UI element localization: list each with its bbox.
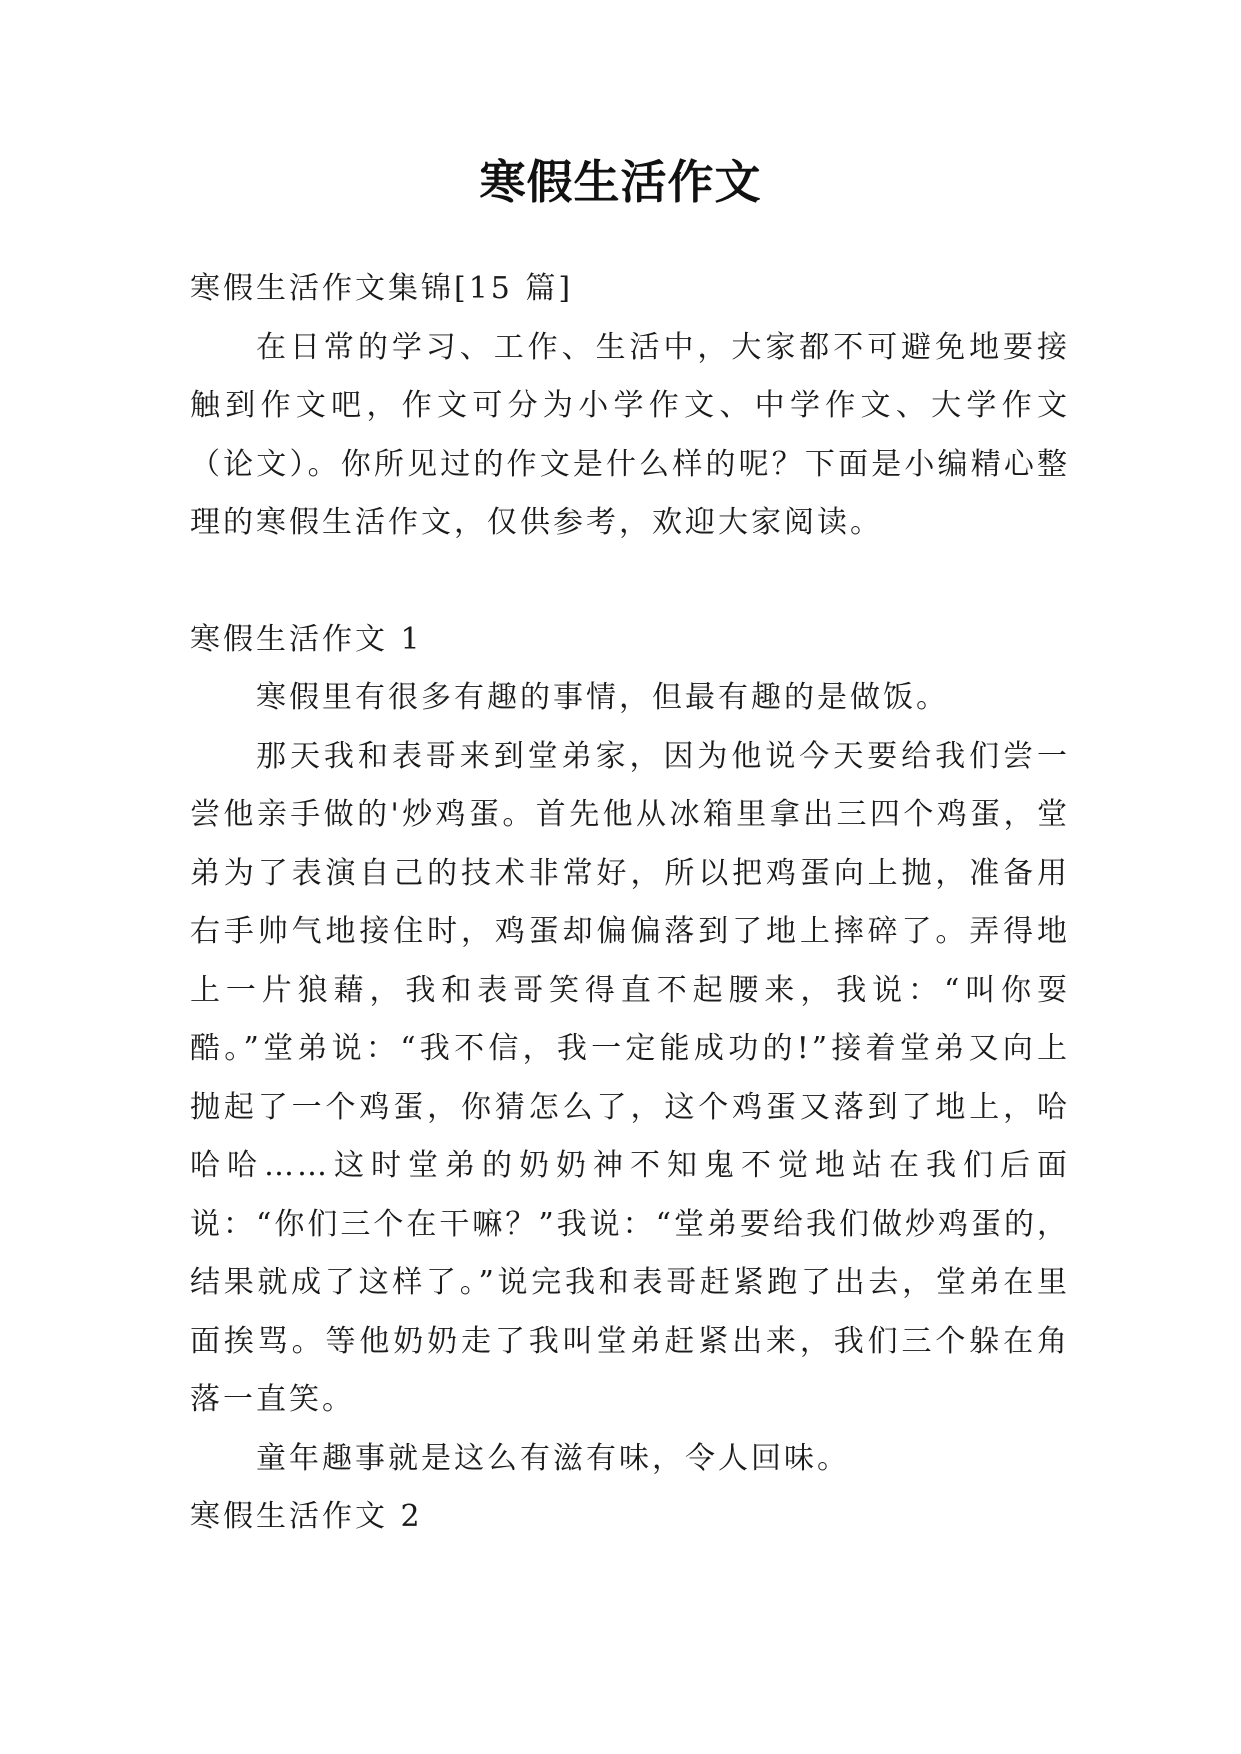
page-title: 寒假生活作文: [479, 155, 762, 209]
essay-1-paragraph-3: 童年趣事就是这么有滋有味，令人回味。: [256, 1440, 850, 1476]
essay-1-paragraph-1: 寒假里有很多有趣的事情，但最有趣的是做饭。: [256, 680, 949, 715]
essay-1-heading: 寒假生活作文 1: [190, 621, 423, 657]
essay-1-paragraph-2: 那天我和表哥来到堂弟家，因为他说今天要给我们尝一尝他亲手做的'炒鸡蛋。首先他从冰箱里拿出三四个鸡蛋，堂弟为了表演自己的技术非常好，所以把鸡蛋向上抛，准备用右手帅气地接住时，鸡蛋却偏偏落到了地上摔碎了。弄得地上一片狼藉，我和表哥笑得直不起腰来，我说：“叫你耍酷。”堂弟说：“我不信，我一定能成功的!”接着堂弟又向上抛起了一个鸡蛋，你猜怎么了，这个鸡蛋又落到了地上，哈哈哈……这时堂弟的奶奶神不知鬼不觉地站在我们后面说：“你们三个在干嘛？”我说：“堂弟要给我们做炒鸡蛋的，结果就成了这样了。”说完我和表哥赶紧跑了出去，堂弟在里面挨骂。等他奶奶走了我叫堂弟赶紧出来，我们三个躲在角落一直笑。: [190, 738, 1071, 1417]
collection-subtitle: 寒假生活作文集锦[15 篇]: [190, 271, 574, 306]
document-body: [190, 260, 1070, 1547]
essay-2-heading: 寒假生活作文 2: [190, 1499, 423, 1534]
intro-paragraph: 在日常的学习、工作、生活中，大家都不可避免地要接触到作文吧，作文可分为小学作文、中学作文、大学作文（论文）。你所见过的作文是什么样的呢？下面是小编精心整理的寒假生活作文，仅供参考，欢迎大家阅读。: [190, 329, 1070, 540]
